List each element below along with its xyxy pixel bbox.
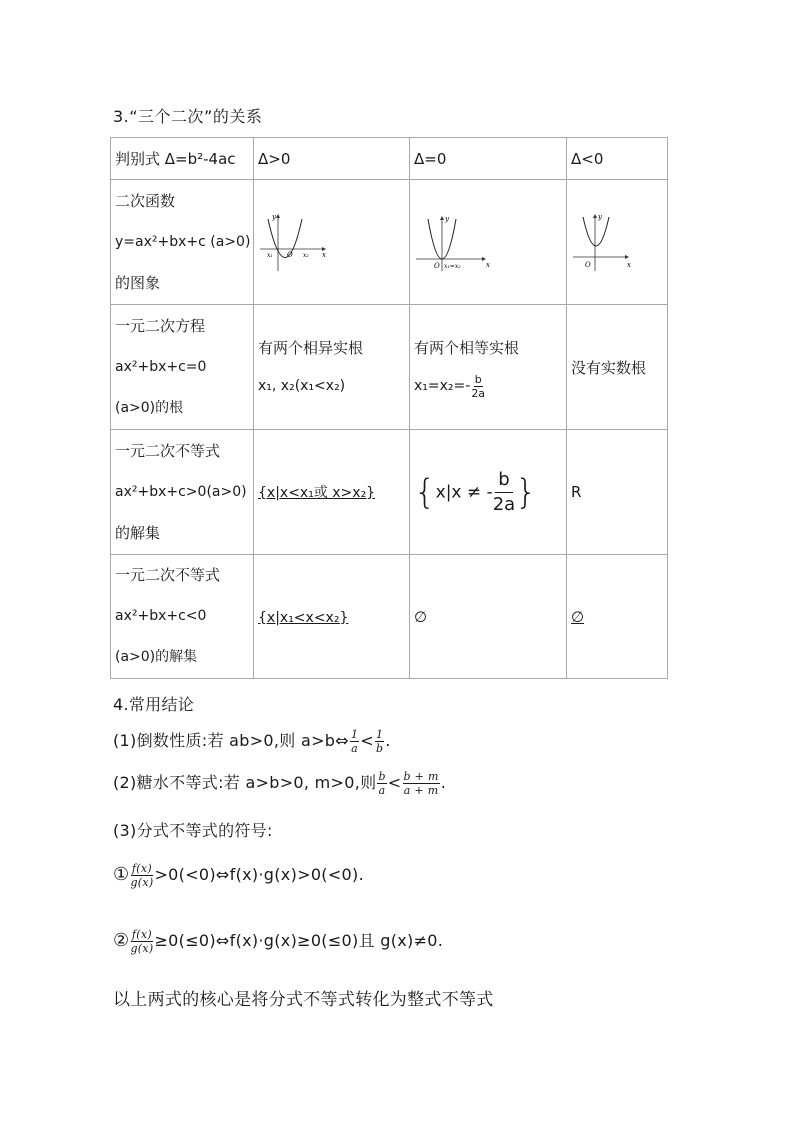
summary-sentence: 以上两式的核心是将分式不等式转化为整式不等式 <box>113 990 494 1010</box>
fraction-denominator: 2a <box>471 386 486 400</box>
two-equal-roots-text: 有两个相等实根 <box>414 339 520 357</box>
two-distinct-roots-formula: x₁, x₂(x₁<x₂) <box>258 378 346 394</box>
row-label-inequality-gt <box>111 430 254 555</box>
table-row-function <box>111 180 668 305</box>
solution-lt-delta-zero: ∅ <box>410 555 567 679</box>
fraction-b-over-2a <box>471 373 485 400</box>
fraction-1-over-a <box>350 728 359 755</box>
x-axis-label: x <box>486 261 490 269</box>
row-label-line: 一元二次不等式 <box>115 566 221 584</box>
row-label-line: 一元二次不等式 <box>115 441 221 460</box>
solution-gt-delta-negative: R <box>567 430 668 555</box>
section-3-title: 3.“三个二次”的关系 <box>113 107 263 126</box>
fraction-b-plus-m-over-a-plus-m <box>403 770 440 797</box>
x-axis-label: x <box>322 251 326 259</box>
item-text: . <box>440 773 447 792</box>
fraction-denominator: g(x) <box>130 942 154 955</box>
graph-cell-delta-positive <box>254 180 410 305</box>
fraction-1-over-b <box>375 728 384 755</box>
solution-set-text: {x|x<x₁或 x>x₂} <box>258 485 376 501</box>
circled-number: ② <box>113 930 130 951</box>
fraction-b-over-2a <box>493 468 515 517</box>
row-label-line: ax²+bx+c>0(a>0) <box>115 483 247 500</box>
parabola-one-root-graph <box>414 211 494 273</box>
fraction-inequality-rule-2 <box>113 928 443 955</box>
fraction-numerator: 1 <box>350 728 359 741</box>
fraction-denominator: a + m <box>403 784 439 797</box>
solution-set-text: {x|x₁<x<x₂} <box>258 609 349 626</box>
item-text: < <box>387 773 402 792</box>
fraction-denominator: 2a <box>492 493 516 515</box>
fraction-denominator: g(x) <box>130 876 154 889</box>
y-axis-label: y <box>272 213 276 221</box>
y-axis-arrow <box>276 214 280 218</box>
table-row-equation <box>111 305 668 430</box>
roots-delta-negative: 没有实数根 <box>567 305 668 430</box>
solution-gt-delta-positive <box>254 430 410 555</box>
roots-delta-zero <box>410 305 567 430</box>
row-label-line: (a>0)的根 <box>115 399 184 416</box>
close-brace: } <box>515 472 537 512</box>
roots-delta-positive <box>254 305 410 430</box>
rule-text: ≥0(≤0)⇔f(x)·g(x)≥0(≤0)且 g(x)≠0. <box>154 931 444 950</box>
row-label-line: 的图象 <box>115 273 161 292</box>
row-label-equation <box>111 305 254 430</box>
fraction-f-over-g <box>130 928 153 955</box>
parabola-no-root-graph <box>571 211 637 273</box>
fraction-numerator: b <box>495 468 512 493</box>
open-brace: { <box>414 472 436 512</box>
fraction-numerator: b <box>474 372 482 386</box>
item-text: (1)倒数性质:若 ab>0,则 a>b⇔ <box>113 731 349 750</box>
conclusion-item-1 <box>113 728 391 755</box>
x-axis-label: x <box>627 261 631 269</box>
fraction-numerator: b + m <box>403 770 439 783</box>
y-axis-arrow <box>593 214 597 218</box>
fraction-denominator: a <box>378 784 386 797</box>
fraction-denominator: b <box>375 742 384 755</box>
row-label-inequality-lt <box>111 555 254 679</box>
set-body: x|x ≠ - <box>435 482 493 502</box>
fraction-numerator: b <box>378 770 386 783</box>
x1-equals-x2-label: x₁=x₂ <box>444 263 461 270</box>
two-equal-roots-formula <box>414 367 566 405</box>
formula-prefix: x₁=x₂=- <box>414 378 471 394</box>
two-distinct-roots-text: 有两个相异实根 <box>258 339 364 357</box>
y-axis-arrow <box>440 216 444 220</box>
rule-text: >0(<0)⇔f(x)·g(x)>0(<0). <box>154 865 364 884</box>
header-delta-zero: Δ=0 <box>410 138 567 180</box>
header-delta-positive: Δ>0 <box>254 138 410 180</box>
table-header-row <box>111 138 668 180</box>
table-row-inequality-gt <box>111 430 668 555</box>
solution-lt-delta-positive <box>254 555 410 679</box>
header-discriminant: 判别式 Δ=b²-4ac <box>111 138 254 180</box>
fraction-numerator: 1 <box>375 728 384 741</box>
origin-label: O <box>434 262 440 270</box>
origin-label: O <box>585 261 591 269</box>
parabola-curve <box>268 219 302 258</box>
row-label-line: 一元二次方程 <box>115 316 206 335</box>
parabola-curve <box>583 217 609 246</box>
row-label-line: y=ax²+bx+c (a>0) <box>115 233 251 250</box>
fraction-f-over-g <box>130 862 153 889</box>
row-label-line: 二次函数 <box>115 191 176 210</box>
row-label-line: (a>0)的解集 <box>115 649 198 665</box>
x2-label: x₂ <box>303 252 309 259</box>
empty-set-symbol: ∅ <box>571 607 585 626</box>
solution-gt-delta-zero <box>410 430 567 555</box>
item-text: . <box>385 731 391 750</box>
x-axis-arrow <box>625 255 629 259</box>
origin-label: O <box>287 251 293 259</box>
section-4-title: 4.常用结论 <box>113 695 195 714</box>
row-label-line: ax²+bx+c<0 <box>115 608 207 624</box>
y-axis-label: y <box>445 215 449 223</box>
item-text: (2)糖水不等式:若 a>b>0, m>0,则 <box>113 773 377 792</box>
three-quadratics-table <box>110 137 668 679</box>
y-axis-label: y <box>598 213 602 221</box>
fraction-b-over-a <box>377 770 386 797</box>
row-label-function <box>111 180 254 305</box>
table-row-inequality-lt <box>111 555 668 679</box>
solution-lt-delta-negative <box>567 555 668 679</box>
graph-cell-delta-negative <box>567 180 668 305</box>
parabola-two-roots-graph <box>258 211 328 273</box>
row-label-line: 的解集 <box>115 523 161 542</box>
row-label-line: ax²+bx+c=0 <box>115 358 207 375</box>
conclusion-item-3: (3)分式不等式的符号: <box>113 821 273 840</box>
fraction-denominator: a <box>351 742 359 755</box>
fraction-inequality-rule-1 <box>113 862 364 889</box>
fraction-numerator: f(x) <box>131 862 152 875</box>
graph-cell-delta-zero <box>410 180 567 305</box>
x1-label: x₁ <box>267 252 273 259</box>
item-text: < <box>360 731 374 750</box>
circled-number: ① <box>113 864 130 885</box>
header-delta-negative: Δ<0 <box>567 138 668 180</box>
conclusion-item-2 <box>113 770 446 797</box>
fraction-numerator: f(x) <box>131 928 152 941</box>
